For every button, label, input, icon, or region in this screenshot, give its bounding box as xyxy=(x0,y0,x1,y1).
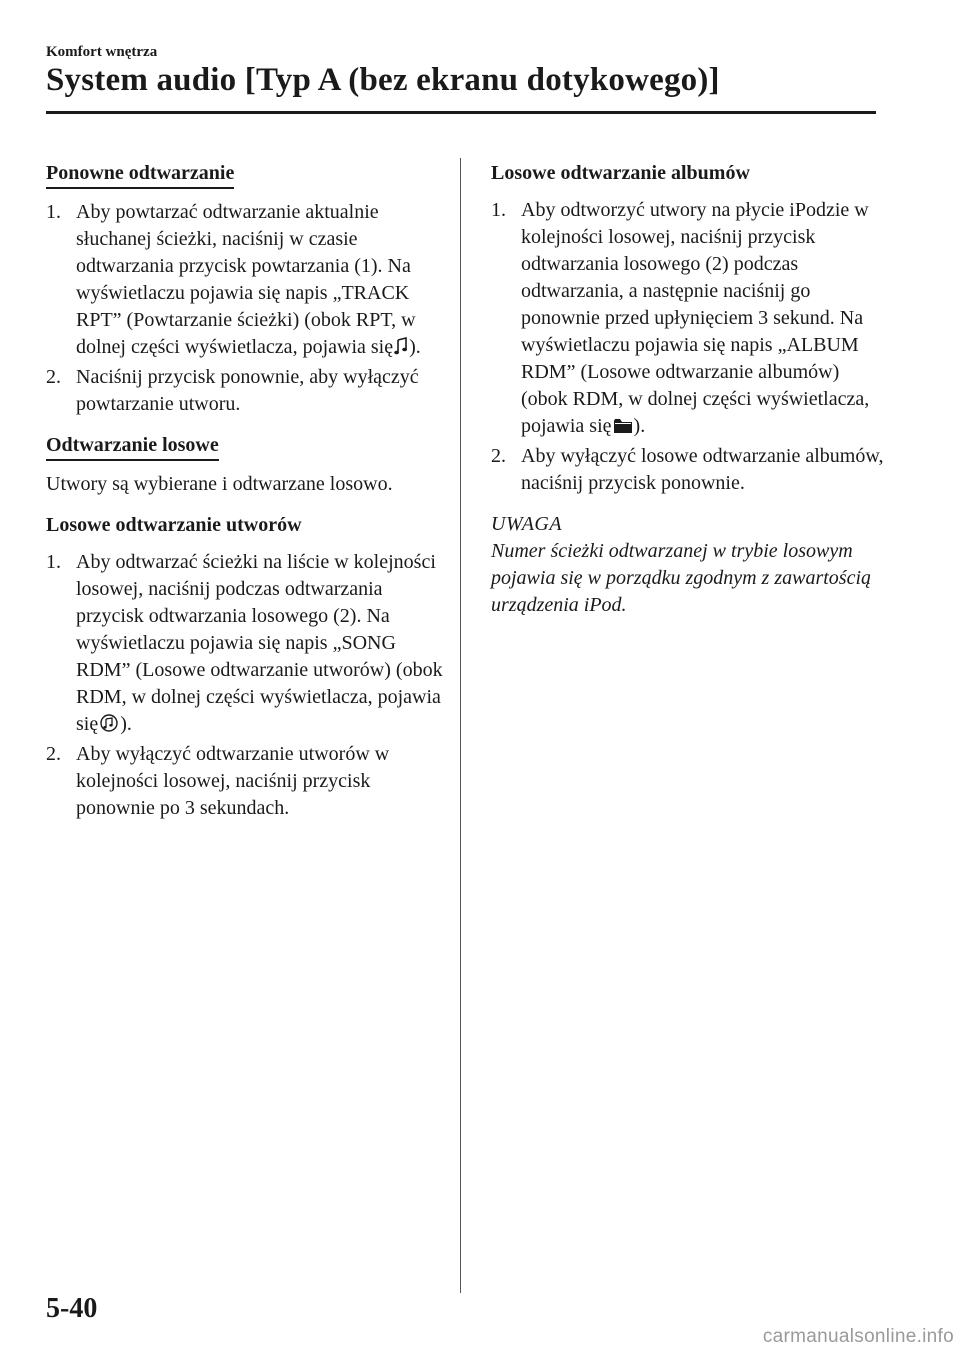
step-text-end: ). xyxy=(120,713,132,735)
step-number: 2. xyxy=(46,743,61,765)
albums-step-2 xyxy=(491,443,886,497)
step-text: Aby wyłączyć odtwarzanie utworów w kolejności losowej, naciśnij przycisk ponownie po 3 sekundach. xyxy=(76,743,390,819)
repeat-step-1 xyxy=(46,199,446,364)
section-label: Komfort wnętrza xyxy=(46,44,158,60)
note-text: Numer ścieżki odtwarzanej w trybie losowym pojawia się w porządku zgodnym z zawartością urządzenia iPod. xyxy=(491,540,872,616)
column-divider xyxy=(460,158,461,1293)
step-number: 1. xyxy=(46,201,61,223)
title-rule xyxy=(46,111,876,114)
step-text: Aby wyłączyć losowe odtwarzanie albumów, naciśnij przycisk ponownie. xyxy=(521,445,884,494)
shuffle-disc-icon xyxy=(99,713,119,741)
tracks-step-1 xyxy=(46,549,446,741)
random-heading: Odtwarzanie losowe xyxy=(46,432,219,461)
random-albums-heading: Losowe odtwarzanie albumów xyxy=(491,162,750,184)
step-text: Aby odtworzyć utwory na płycie iPodzie w kolejności losowej, naciśnij przycisk odtwarzania losowego (2) podczas odtwarzania, a następnie naciśnij go ponownie przed upłynięciem 3 sekund. Na wyświetlaczu pojawia się napis „ALBUM RDM” (Losowe odtwarzanie albumów) (obok RDM, w dolnej części wyświetlacza, pojawia się xyxy=(521,199,870,437)
step-text-end: ). xyxy=(633,415,646,437)
folder-icon xyxy=(613,416,633,443)
step-number: 1. xyxy=(46,551,61,573)
music-note-icon xyxy=(394,336,408,364)
step-number: 2. xyxy=(491,445,506,467)
note-label: UWAGA xyxy=(491,513,563,535)
page-number: 5-40 xyxy=(46,1293,98,1324)
repeat-heading: Ponowne odtwarzanie xyxy=(46,160,234,189)
step-text: Aby powtarzać odtwarzanie aktualnie słuchanej ścieżki, naciśnij w czasie odtwarzania przycisk powtarzania (1). Na wyświetlaczu pojawia się napis „TRACK RPT” (Powtarzanie ścieżki) (obok RPT, w dolnej części wyświetlacza, pojawia się xyxy=(76,201,416,358)
step-text: Naciśnij przycisk ponownie, aby wyłączyć powtarzanie utworu. xyxy=(76,366,419,415)
step-number: 2. xyxy=(46,366,61,388)
tracks-step-2 xyxy=(46,741,446,822)
step-text: Aby odtwarzać ścieżki na liście w kolejności losowej, naciśnij podczas odtwarzania przycisk odtwarzania losowego (2). Na wyświetlaczu pojawia się napis „SONG RDM” (Losowe odtwarzanie utworów) (obok RDM, w dolnej części wyświetlacza, pojawia się xyxy=(76,551,443,735)
watermark: carmanualsonline.info xyxy=(762,1326,954,1347)
right-column xyxy=(491,160,886,619)
left-column xyxy=(46,160,446,822)
random-intro: Utwory są wybierane i odtwarzane losowo. xyxy=(46,473,393,495)
repeat-step-2 xyxy=(46,364,446,418)
page-title: System audio [Typ A (bez ekranu dotykowego)] xyxy=(46,62,720,98)
albums-step-1 xyxy=(491,197,886,443)
step-number: 1. xyxy=(491,199,506,221)
step-text-end: ). xyxy=(409,336,421,358)
random-tracks-heading: Losowe odtwarzanie utworów xyxy=(46,514,302,536)
